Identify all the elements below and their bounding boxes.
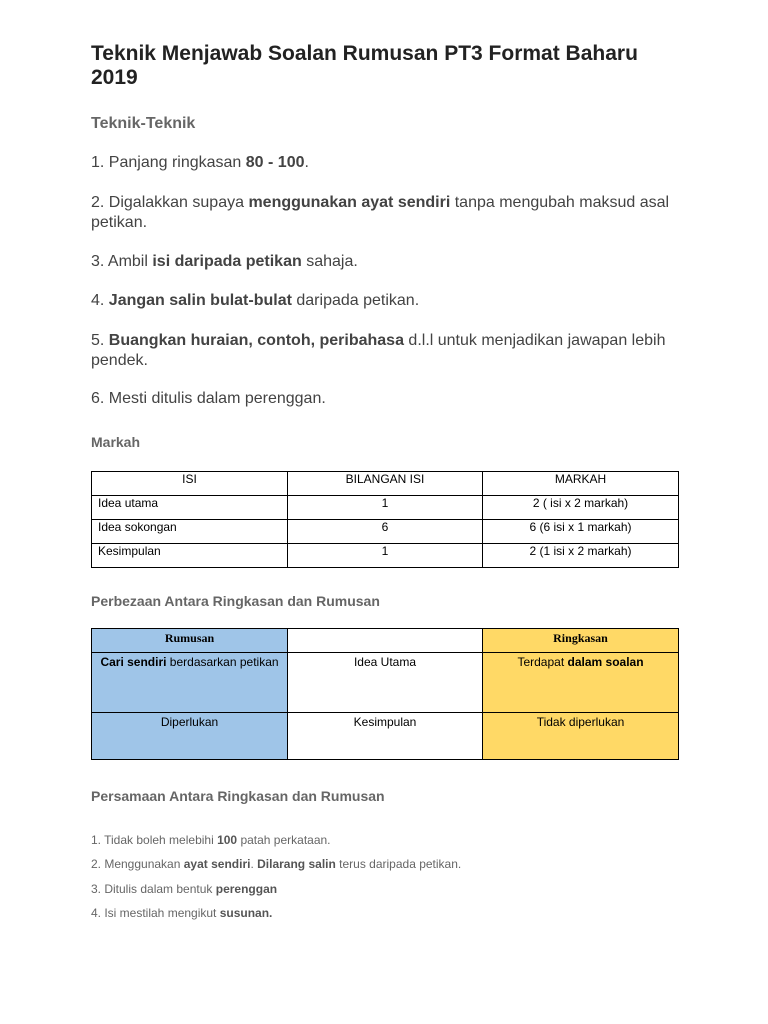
teknik-item-6: 6. Mesti ditulis dalam perenggan. — [91, 390, 326, 407]
table-row — [92, 520, 679, 544]
table-cell: Idea sokongan — [92, 520, 288, 544]
table-row — [92, 713, 679, 760]
table-cell: 6 (6 isi x 1 markah) — [483, 520, 679, 544]
table-cell: Terdapat dalam soalan — [483, 653, 679, 713]
table-cell: Kesimpulan — [92, 544, 288, 568]
persamaan-item-4: 4. Isi mestilah mengikut susunan. — [91, 906, 273, 920]
persamaan-heading: Persamaan Antara Ringkasan dan Rumusan — [91, 788, 385, 804]
markah-table — [91, 471, 679, 568]
table-cell: Diperlukan — [92, 713, 288, 760]
perbezaan-table — [91, 628, 679, 760]
teknik-item-3: 3. Ambil isi daripada petikan sahaja. — [91, 253, 358, 270]
table-cell: 1 — [288, 544, 483, 568]
table-cell: Idea Utama — [288, 653, 483, 713]
markah-table-header — [92, 472, 679, 496]
teknik-heading: Teknik-Teknik — [91, 115, 196, 132]
teknik-item-2: 2. Digalakkan supaya menggunakan ayat sendiri tanpa mengubah maksud asal petikan. — [91, 194, 670, 231]
table-cell: 2 (1 isi x 2 markah) — [483, 544, 679, 568]
table-cell: Tidak diperlukan — [483, 713, 679, 760]
persamaan-item-2: 2. Menggunakan ayat sendiri. Dilarang salin terus daripada petikan. — [91, 857, 462, 871]
table-cell: Cari sendiri berdasarkan petikan — [92, 653, 288, 713]
perbezaan-header-ringkasan: Ringkasan — [483, 629, 679, 653]
table-cell: Kesimpulan — [288, 713, 483, 760]
markah-header-bilangan: BILANGAN ISI — [288, 472, 483, 496]
perbezaan-table-header — [92, 629, 679, 653]
perbezaan-header-rumusan: Rumusan — [92, 629, 288, 653]
teknik-item-4: 4. Jangan salin bulat-bulat daripada petikan. — [91, 292, 420, 309]
table-row — [92, 653, 679, 713]
markah-header-isi: ISI — [92, 472, 288, 496]
persamaan-item-1: 1. Tidak boleh melebihi 100 patah perkataan. — [91, 833, 331, 847]
perbezaan-header-empty — [288, 629, 483, 653]
table-row — [92, 496, 679, 520]
table-cell: Idea utama — [92, 496, 288, 520]
markah-heading: Markah — [91, 434, 141, 450]
teknik-item-5: 5. Buangkan huraian, contoh, peribahasa d.l.l untuk menjadikan jawapan lebih pendek. — [91, 332, 666, 369]
table-cell: 2 ( isi x 2 markah) — [483, 496, 679, 520]
table-row — [92, 544, 679, 568]
teknik-item-1: 1. Panjang ringkasan 80 - 100. — [91, 154, 309, 171]
markah-header-markah: MARKAH — [483, 472, 679, 496]
document-title: Teknik Menjawab Soalan Rumusan PT3 Format Baharu 2019 — [91, 42, 638, 89]
persamaan-item-3: 3. Ditulis dalam bentuk perenggan — [91, 882, 278, 896]
perbezaan-heading: Perbezaan Antara Ringkasan dan Rumusan — [91, 593, 380, 609]
table-cell: 6 — [288, 520, 483, 544]
table-cell: 1 — [288, 496, 483, 520]
